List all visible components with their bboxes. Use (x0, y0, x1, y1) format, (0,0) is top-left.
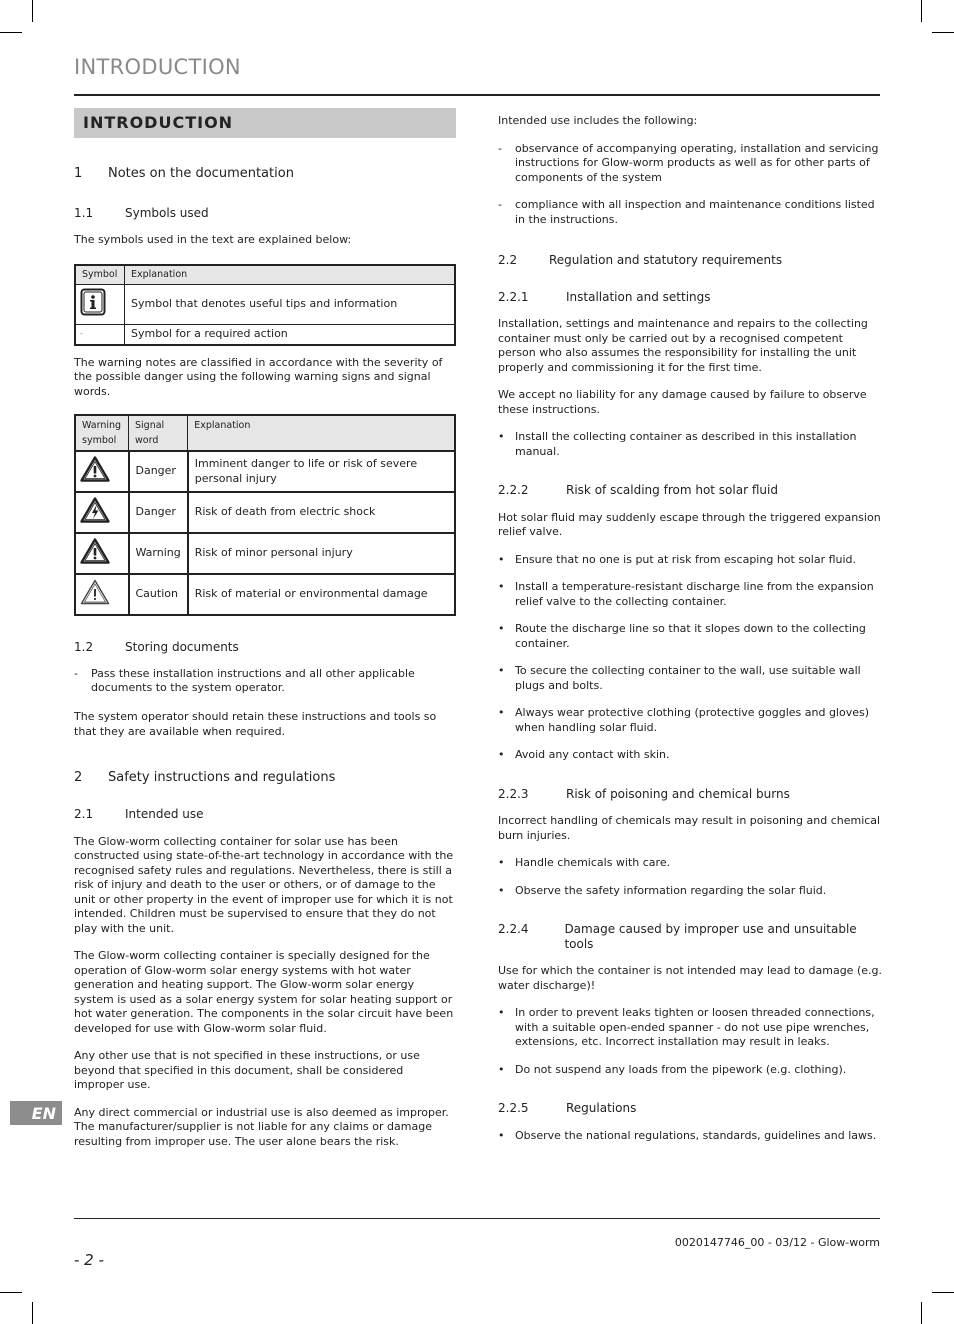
header-rule (74, 94, 880, 96)
heading-number: 2.2.2 (498, 483, 529, 497)
list-item-text: Install the collecting container as described in this installation manual. (515, 430, 857, 458)
paragraph: Any other use that is not specified in these instructions, or use beyond that specified in this document, shall be considered improper use. (74, 1049, 420, 1091)
list-item (498, 1006, 882, 1050)
heading-title: Intended use (125, 807, 204, 821)
dash-symbol: - (80, 329, 83, 338)
list-item-text: In order to prevent leaks tighten or loosen threaded connections, with a suitable open-ended spanner - do not use pipe wrenches, extensions, etc. Incorrect installation may result in leaks. (515, 1006, 875, 1048)
dash-marker: - (74, 666, 78, 680)
dash-marker: - (498, 198, 502, 211)
heading-number: 2.2.5 (498, 1101, 529, 1115)
table-cell: Symbol that denotes useful tips and information (125, 285, 456, 325)
list-item-text: Avoid any contact with skin. (515, 748, 670, 761)
list-item-text: Install a temperature-resistant discharge line from the expansion relief valve to the collecting container. (515, 580, 874, 608)
footer-rule (74, 1218, 880, 1219)
paragraph: The system operator should retain these instructions and tools so that they are available when required. (74, 709, 437, 738)
paragraph: We accept no liability for any damage caused by failure to observe these instructions. (498, 388, 867, 416)
table-header-row (75, 265, 455, 285)
list-item (498, 884, 882, 899)
bullet-marker: • (498, 1128, 505, 1142)
heading-2-2-2 (498, 483, 882, 498)
table-row (75, 492, 455, 533)
list-item (498, 856, 882, 871)
table-row (75, 574, 455, 615)
document-reference: 0020147746_00 - 03/12 - Glow-worm (674, 1236, 880, 1249)
list-item (498, 580, 882, 609)
bullet-marker: • (498, 622, 505, 635)
heading-title: Symbols used (125, 205, 209, 220)
paragraph: The Glow-worm collecting container is specially designed for the operation of Glow-worm solar energy systems with hot water generation and heating support. The Glow-worm solar energy system is used as a solar energy system for solar heating support or hot water generation. The components in the solar circuit have been developed for use with Glow-worm solar fluid. (74, 949, 454, 1035)
heading-number: 2.2 (498, 253, 518, 267)
symbols-table (74, 264, 456, 346)
table-header: Explanation (188, 415, 455, 451)
heading-number: 2.2.1 (498, 289, 529, 304)
table-header: Symbol (75, 265, 125, 285)
heading-2-2-1 (498, 290, 882, 305)
table-cell: Risk of death from electric shock (188, 492, 455, 533)
warning-triangle-icon (80, 456, 110, 482)
list-item-text: observance of accompanying operating, installation and servicing instructions for Glow-worm products as well as for other parts of components of the system (515, 141, 879, 184)
heading-title: Safety instructions and regulations (108, 769, 336, 785)
heading-title: Damage caused by improper use and unsuitable tools (564, 922, 857, 951)
heading-2 (74, 771, 456, 786)
heading-number: 2.2.4 (498, 922, 529, 936)
list-item (498, 664, 882, 693)
list-item-text: Observe the national regulations, standards, guidelines and laws. (515, 1128, 877, 1142)
crop-mark (0, 1292, 22, 1293)
list-item-text: Handle chemicals with care. (515, 856, 671, 869)
crop-mark (0, 32, 22, 33)
list-item-text: Always wear protective clothing (protective goggles and gloves) when handling solar fluid. (515, 706, 870, 734)
table-cell: Imminent danger to life or risk of severe personal injury (188, 451, 455, 492)
bullet-marker: • (498, 856, 505, 869)
list-item-text: Route the discharge line so that it slopes down to the collecting container. (515, 622, 866, 650)
warning-table (74, 414, 456, 616)
electric-shock-triangle-icon (80, 497, 110, 523)
dash-marker: - (498, 141, 502, 155)
paragraph: Any direct commercial or industrial use is also deemed as improper. The manufacturer/supplier is not liable for any claims or damage resulting from improper use. The user alone bears the risk. (74, 1105, 449, 1148)
table-header: Explanation (125, 265, 456, 285)
heading-title: Installation and settings (566, 289, 711, 304)
paragraph: Use for which the container is not intended may lead to damage (e.g. water discharge)! (498, 964, 882, 992)
paragraph: The symbols used in the text are explained below: (74, 233, 352, 246)
warning-triangle-icon (80, 538, 110, 564)
bullet-marker: • (498, 1062, 505, 1076)
list-item-text: Do not suspend any loads from the pipework (e.g. clothing). (515, 1062, 847, 1076)
table-cell: Danger (129, 492, 188, 533)
paragraph: The warning notes are classified in accordance with the severity of the possible danger using the following warning signs and signal words. (74, 355, 443, 398)
list-item-text: To secure the collecting container to the wall, use suitable wall plugs and bolts. (515, 664, 861, 692)
paragraph: Intended use includes the following: (498, 114, 698, 127)
heading-1-2 (74, 640, 456, 655)
paragraph: Hot solar fluid may suddenly escape through the triggered expansion relief valve. (498, 510, 881, 538)
table-cell: Risk of material or environmental damage (188, 574, 455, 615)
list-item (498, 430, 882, 459)
heading-number: 1.1 (74, 205, 94, 220)
list-item-text: Ensure that no one is put at risk from escaping hot solar fluid. (515, 552, 857, 566)
list-item-text: compliance with all inspection and maintenance conditions listed in the instructions. (515, 198, 875, 226)
page-number: - 2 - (74, 1251, 104, 1269)
bullet-marker: • (498, 430, 505, 443)
list-item-text: Pass these installation instructions and all other applicable documents to the system operator. (91, 666, 415, 694)
crop-mark (32, 0, 33, 22)
list-item (498, 706, 882, 735)
table-cell: Risk of minor personal injury (188, 533, 455, 574)
bullet-marker: • (498, 883, 505, 897)
table-row (75, 325, 455, 345)
heading-2-2 (498, 253, 882, 268)
heading-number: 1.2 (74, 640, 94, 654)
table-cell (75, 325, 125, 345)
caution-triangle-icon (80, 579, 110, 605)
bullet-marker: • (498, 552, 505, 566)
paragraph: Incorrect handling of chemicals may result in poisoning and chemical burn injuries. (498, 814, 881, 842)
table-header-row (75, 415, 455, 451)
bullet-marker: • (498, 664, 505, 677)
paragraph: Installation, settings and maintenance and repairs to the collecting container must only be carried out by a recognised competent person who also assumes the responsibility for installing the unit properly and commissioning it for the first time. (498, 317, 868, 374)
crop-mark (932, 1292, 954, 1293)
heading-number: 2 (74, 769, 83, 785)
crop-mark (921, 0, 922, 22)
table-cell: Symbol for a required action (125, 325, 456, 345)
list-item (498, 1129, 882, 1144)
bullet-marker: • (498, 748, 505, 761)
heading-1 (74, 167, 456, 182)
bullet-marker: • (498, 580, 505, 593)
table-row (75, 533, 455, 574)
table-cell (75, 574, 129, 615)
bullet-marker: • (498, 1006, 505, 1019)
heading-title: Risk of scalding from hot solar fluid (566, 483, 778, 497)
language-tab: EN (10, 1101, 62, 1125)
heading-number: 2.1 (74, 807, 94, 821)
table-header: Warning symbol (75, 415, 129, 451)
bullet-marker: • (498, 706, 505, 719)
table-cell (75, 451, 129, 492)
heading-2-2-3 (498, 787, 882, 802)
list-item-text: Observe the safety information regarding the solar fluid. (515, 883, 827, 897)
list-item (498, 1063, 882, 1078)
table-row (75, 451, 455, 492)
heading-title: Risk of poisoning and chemical burns (566, 786, 790, 801)
left-column (74, 108, 456, 1149)
list-item (498, 748, 882, 763)
crop-mark (32, 1302, 33, 1324)
right-column (498, 114, 882, 1143)
table-cell (75, 533, 129, 574)
paragraph: The Glow-worm collecting container for solar use has been constructed using state-of-the-art technology in accordance with the recognised safety rules and regulations. Nevertheless, there is still a risk of injury and death to the user or others, or of damage to the unit or other property in the event of improper use for which it is not intended. Children must be supervised to ensure that they do not play with the unit. (74, 834, 454, 935)
table-cell (75, 492, 129, 533)
list-item (74, 667, 456, 696)
heading-2-2-5 (498, 1101, 882, 1116)
heading-2-1 (74, 807, 456, 822)
table-cell: Caution (129, 574, 188, 615)
table-row (75, 285, 455, 325)
list-item (498, 142, 882, 186)
table-cell: Warning (129, 533, 188, 574)
heading-title: Notes on the documentation (108, 166, 294, 181)
crop-mark (932, 32, 954, 33)
heading-number: 1 (74, 166, 83, 181)
crop-mark (921, 1302, 922, 1324)
info-icon (80, 288, 106, 316)
heading-2-2-4 (498, 922, 882, 951)
list-item (498, 198, 882, 227)
heading-title: Regulation and statutory requirements (549, 253, 783, 267)
heading-1-1 (74, 206, 456, 221)
heading-title: Storing documents (125, 640, 239, 654)
table-cell (75, 285, 125, 325)
list-item (498, 553, 882, 568)
list-item (498, 622, 882, 651)
table-cell: Danger (129, 451, 188, 492)
heading-number: 2.2.3 (498, 786, 529, 801)
section-banner: INTRODUCTION (74, 108, 456, 138)
table-header: Signal word (129, 415, 188, 451)
heading-title: Regulations (566, 1101, 637, 1115)
running-header: INTRODUCTION (74, 55, 241, 79)
